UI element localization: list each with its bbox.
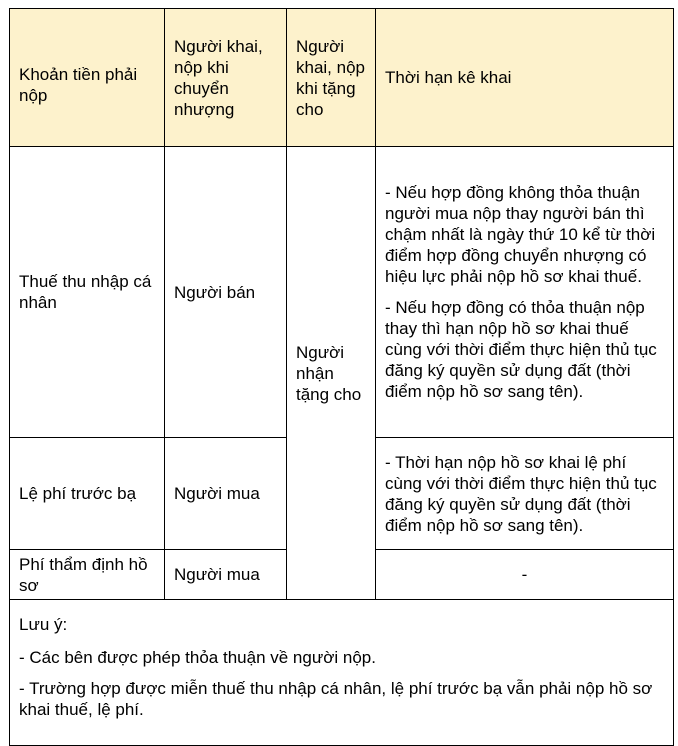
- note-title: Lưu ý:: [19, 615, 68, 634]
- tax-filing-table: [9, 8, 674, 746]
- deadline-paragraph: - Nếu hợp đồng có thỏa thuận nộp thay thì hạn nộp hồ sơ khai thuế cùng với thời điểm thực hiện thủ tục đăng ký quyền sử dụng đất (thời điểm nộp hồ sơ sang tên).: [385, 298, 657, 401]
- note-item: - Các bên được phép thỏa thuận về người nộp.: [19, 648, 376, 667]
- row-deadline: [376, 438, 674, 550]
- row-deadline: [376, 147, 674, 438]
- row-transfer-party: Người bán: [165, 147, 287, 438]
- row-transfer-party: Người mua: [165, 550, 287, 600]
- row-gift-party: Người nhận tặng cho: [287, 147, 376, 600]
- row-transfer-party: Người mua: [165, 438, 287, 550]
- header-filing-deadline: Thời hạn kê khai: [376, 9, 674, 147]
- row-deadline: -: [376, 550, 674, 600]
- deadline-paragraph: - Thời hạn nộp hồ sơ khai lệ phí cùng với thời điểm thực hiện thủ tục đăng ký quyền sử dụng đất (thời điểm nộp hồ sơ sang tên).: [385, 452, 657, 535]
- row-item: Lệ phí trước bạ: [10, 438, 165, 550]
- note-row: [10, 600, 674, 746]
- table-header-row: [10, 9, 674, 147]
- table-row: [10, 147, 674, 438]
- deadline-paragraph: - Nếu hợp đồng không thỏa thuận người mua nộp thay người bán thì chậm nhất là ngày thứ 10 kể từ thời điểm hợp đồng chuyển nhượng có hiệu lực phải nộp hồ sơ khai thuế.: [385, 183, 656, 286]
- note-item: - Trường hợp được miễn thuế thu nhập cá nhân, lệ phí trước bạ vẫn phải nộp hồ sơ khai thuế, lệ phí.: [19, 679, 653, 719]
- row-item: Phí thẩm định hồ sơ: [10, 550, 165, 600]
- header-transfer-party: Người khai, nộp khi chuyển nhượng: [165, 9, 287, 147]
- header-payment-item: Khoản tiền phải nộp: [10, 9, 165, 147]
- row-item: Thuế thu nhập cá nhân: [10, 147, 165, 438]
- header-gift-party: Người khai, nộp khi tặng cho: [287, 9, 376, 147]
- note-cell: [10, 600, 674, 746]
